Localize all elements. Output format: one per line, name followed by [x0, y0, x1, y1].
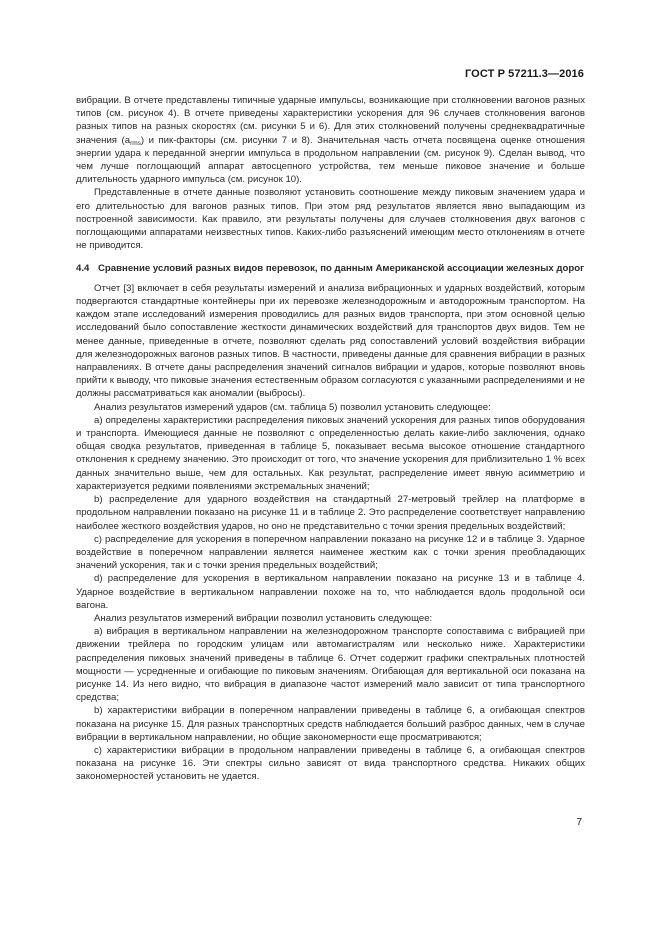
paragraph-aar-report: Отчет [3] включает в себя результаты измерений и анализа вибрационных и ударных воздействий, которым подвергаются стандартные контейнеры при их перевозке железнодорожным и автодорожным транспортом. На каждом этапе исследований измерения проводились для разных видов транспорта, при этом основной целью исследований было сопоставление жесткости динамических воздействий для транспортов двух видов. Тем не менее данные, приведенные в отчете, позволяют сделать ряд сопоставлений условий воздействия вибрации для железнодорожных вагонов разных типов. В частности, приведены данные для сравнения вибрации в разных направлениях. В отчете даны распределения значений сигналов вибрации и ударов, которые позволяют вновь прийти к выводу, что пиковые значения естественным образом согласуются с указанными распределениями и не должны рассматриваться как аномалии (выбросы).: [76, 282, 585, 400]
list-item-shock-b: b) распределение для ударного воздействия на стандартный 27-метровый трейлер на платформе в продольном направлении показано на рисунке 11 и в таблице 2. Это распределение соответствует направлению наиболее жесткого воздействия ударов, но оно не представительно с точки зрения предельных воздействий;: [76, 494, 585, 532]
list-item-vibration-a: а) вибрация в вертикальном направлении на железнодорожном транспорте сопоставима с вибрацией при движении трейлера по городским улицам или автомагистралям или несколько ниже. Характеристики распределения пиковых значений приведены в таблице 6. Отчет содержит графики спектральных плотностей мощности — усредненные и огибающие по пиковым значениям. Огибающая для вертикальной оси показана на рисунке 14. Из него видно, что вибрация в диапазоне частот измерений мало зависит от типа транспортного средства;: [76, 626, 585, 704]
paragraph-report-data: Представленные в отчете данные позволяют установить соотношение между пиковым значением удара и его длительностью для вагонов разных типов. При этом ряд результатов является явно выпадающим из построенной зависимости. Как правило, эти результаты получены для случаев столкновения двух вагонов с поглощающими аппаратами неизвестных типов. Каких-либо разъяснений имеющим место отклонениям в отчете не приводится.: [76, 187, 585, 252]
section-title: Сравнение условий разных видов перевозок, по данным Американской ассоциации железных дорог: [98, 263, 585, 275]
page-number: 7: [576, 817, 582, 828]
paragraph-rms: [76, 94, 585, 186]
paragraph-vibration-intro: Анализ результатов измерений вибрации позволил установить следующее:: [94, 612, 433, 624]
paragraph-text: ) и пик-факторы (см. рисунки 7 и 8). Значительная часть отчета посвящена оценке отношения энергии удара к переданной энергии импульса в продольном направлении (см. рисунок 9). Сделан вывод, что чем лучше поглощающий аппарат автосцепного устройства, тем меньше пиковое значение и больше длительность ударного импульса (см. рисунок 10).: [76, 134, 585, 186]
list-item-shock-a: а) определены характеристики распределения пиковых значений ускорения для разных типов оборудования и транспорта. Имеющиеся данные не позволяют с определенностью делать какие-либо заключения, однако общая сводка результатов, приведенная в таблице 5, показывает весьма высокое отношение стандартного отклонения к среднему значению. Это происходит от того, что значение ускорения для приблизительно 1 % всех данных значительно выше, чем для остальных. Как результат, распределение имеет явную асимметрию и характеризуется редкими появлениями экстремальных значений;: [76, 414, 585, 492]
document-body: [76, 94, 585, 784]
rms-subscript: rms: [130, 139, 141, 147]
standard-designation: ГОСТ Р 57211.3—2016: [464, 68, 584, 80]
list-item-vibration-c: c) характеристики вибрации в продольном направлении приведены в таблице 6, а огибающая спектров показана на рисунке 16. Эти спектры сильно зависят от вида транспортного средства. Никаких общих закономерностей установить не удается.: [76, 744, 585, 783]
paragraph-shock-intro: Анализ результатов измерений ударов (см. таблица 5) позволил установить следующее:: [94, 401, 491, 413]
list-item-shock-c: c) распределение для ускорения в поперечном направлении показано на рисунке 12 и в таблице 3. Ударное воздействие в поперечном направлении является наименее жестким как с точки зрения преобладающих значений ускорения, так и с точки зрения предельных воздействий;: [76, 533, 585, 572]
paragraph-text: вибрации. В отчете представлены типичные ударные импульсы, возникающие при столкновении вагонов разных типов (см. рисунок 4). В отчете приведены характеристики ускорения для 96 случаев столкновения вагонов разных типов на разных скоростях (см. рисунки 5 и 6). Для этих столкновений получены среднеквадратичные значения (a: [76, 95, 585, 146]
list-item-shock-d: d) распределение для ускорения в вертикальном направлении показано на рисунке 13 и в таблице 4. Ударное воздействие в вертикальном направлении похоже на то, что наблюдается вдоль продольной оси вагона.: [76, 573, 585, 611]
section-heading: [76, 262, 585, 275]
section-number: 4.4: [76, 263, 90, 275]
list-item-vibration-b: b) характеристики вибрации в поперечном направлении приведены в таблице 6, а огибающая спектров показана на рисунке 15. Для разных транспортных средств наблюдается больший разброс данных, чем в случае вибрации в вертикальном направлении, но общие закономерности еще просматриваются;: [76, 705, 585, 743]
